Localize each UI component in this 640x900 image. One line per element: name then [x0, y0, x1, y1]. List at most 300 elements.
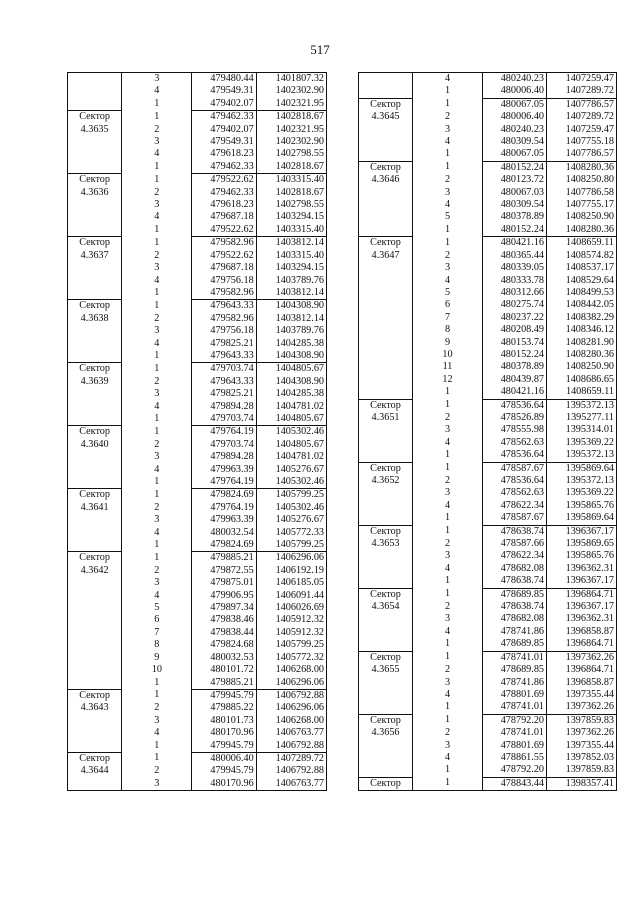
x-coordinate-cell: 479618.23	[192, 148, 256, 160]
sector-label-cell	[68, 401, 122, 413]
table-row	[68, 514, 327, 526]
y-coordinate-cell: 1408250.80	[547, 174, 617, 186]
table-row	[359, 651, 617, 664]
table-row	[359, 374, 617, 386]
x-coordinate-cell: 479906.95	[192, 590, 256, 602]
point-number-cell: 2	[154, 123, 160, 135]
table-row	[359, 399, 617, 412]
y-coordinate-cell: 1405302.46	[256, 476, 326, 489]
y-coordinate-cell: 1408281.90	[547, 337, 617, 349]
point-number-cell: 1	[154, 349, 160, 361]
sector-label-cell	[68, 85, 122, 97]
point-number-cell: 3	[154, 262, 160, 274]
x-coordinate-cell: 479963.39	[192, 514, 256, 526]
sector-label-cell: 4.3647	[359, 250, 413, 262]
x-coordinate-cell: 479885.21	[192, 677, 256, 690]
x-coordinate-cell: 479480.44	[192, 73, 256, 86]
table-row	[359, 73, 617, 86]
y-coordinate-cell: 1405772.33	[256, 527, 326, 539]
x-coordinate-cell: 478792.20	[483, 764, 547, 777]
y-coordinate-cell: 1395372.13	[547, 399, 617, 412]
y-coordinate-cell: 1395369.22	[547, 437, 617, 449]
sector-label-cell	[359, 487, 413, 499]
point-number-cell: 4	[444, 499, 451, 511]
sector-label-cell: Сектор	[359, 777, 413, 790]
x-coordinate-cell: 479756.18	[192, 325, 256, 337]
x-coordinate-cell: 480237.22	[483, 312, 547, 324]
sector-label-cell	[359, 312, 413, 324]
sector-label-cell: 4.3643	[68, 702, 122, 714]
y-coordinate-cell: 1408280.36	[547, 224, 617, 237]
point-number-cell: 4	[444, 562, 451, 574]
point-number-cell: 4	[444, 688, 451, 700]
x-coordinate-cell: 480067.05	[483, 98, 547, 111]
sector-label-cell: 4.3645	[359, 111, 413, 123]
sector-label-cell: Сектор	[359, 399, 413, 412]
x-coordinate-cell: 478638.74	[483, 601, 547, 613]
y-coordinate-cell: 1403294.15	[256, 211, 326, 223]
point-number-cell: 2	[444, 601, 451, 613]
x-coordinate-cell: 479824.69	[192, 539, 256, 552]
point-number-cell: 9	[444, 336, 451, 348]
sector-label-cell	[359, 449, 413, 462]
x-coordinate-cell: 478792.20	[483, 714, 547, 727]
sector-label-cell	[359, 337, 413, 349]
x-coordinate-cell: 479764.19	[192, 502, 256, 514]
point-number-cell: 7	[154, 626, 160, 638]
sector-label-cell	[359, 386, 413, 399]
y-coordinate-cell: 1396367.17	[547, 525, 617, 538]
table-row	[359, 98, 617, 111]
table-row	[359, 250, 617, 262]
x-coordinate-cell: 479945.79	[192, 689, 256, 702]
point-number-cell: 2	[444, 727, 451, 739]
point-number-cell: 3	[154, 714, 160, 726]
sector-label-cell	[359, 563, 413, 575]
point-number-cell: 4	[444, 199, 451, 211]
table-row	[68, 313, 327, 325]
point-number-cell: 4	[154, 463, 160, 475]
sector-label-cell	[68, 262, 122, 274]
y-coordinate-cell: 1404308.90	[256, 300, 326, 313]
table-row	[359, 237, 617, 250]
y-coordinate-cell: 1403315.40	[256, 224, 326, 237]
table-row	[359, 412, 617, 424]
sector-label-cell	[359, 500, 413, 512]
y-coordinate-cell: 1404805.67	[256, 413, 326, 426]
table-row	[68, 577, 327, 589]
y-coordinate-cell: 1405912.32	[256, 614, 326, 626]
sector-label-cell: 4.3635	[68, 124, 122, 136]
sector-label-cell	[359, 701, 413, 714]
sector-label-cell: Сектор	[68, 363, 122, 376]
x-coordinate-cell: 480123.72	[483, 174, 547, 186]
x-coordinate-cell: 480152.24	[483, 224, 547, 237]
point-number-cell: 3	[444, 487, 451, 499]
sector-label-cell: 4.3655	[359, 664, 413, 676]
x-coordinate-cell: 479582.96	[192, 313, 256, 325]
y-coordinate-cell: 1402818.67	[256, 111, 326, 124]
x-coordinate-cell: 479764.19	[192, 426, 256, 439]
y-coordinate-cell: 1407786.57	[547, 148, 617, 161]
sector-label-cell	[68, 224, 122, 237]
table-row	[359, 752, 617, 764]
sector-label-cell	[68, 614, 122, 626]
sector-label-cell	[359, 324, 413, 336]
table-row	[68, 602, 327, 614]
point-number-cell: 2	[444, 664, 451, 676]
table-row	[68, 677, 327, 690]
point-number-cell: 3	[444, 676, 451, 688]
x-coordinate-cell: 478741.01	[483, 727, 547, 739]
point-number-cell: 1	[444, 575, 451, 587]
sector-label-cell	[359, 512, 413, 525]
sector-label-cell	[359, 677, 413, 689]
sector-label-cell	[359, 764, 413, 777]
point-number-cell: 1	[444, 236, 451, 248]
y-coordinate-cell: 1404285.38	[256, 388, 326, 400]
sector-label-cell	[359, 374, 413, 386]
sector-label-cell	[68, 527, 122, 539]
point-number-cell: 2	[154, 186, 160, 198]
point-number-cell: 1	[154, 223, 160, 235]
x-coordinate-cell: 478555.98	[483, 424, 547, 436]
point-number-cell: 1	[154, 110, 160, 122]
table-row	[359, 740, 617, 752]
sector-label-cell	[359, 299, 413, 311]
y-coordinate-cell: 1405912.32	[256, 627, 326, 639]
table-row	[68, 275, 327, 287]
point-number-cell: 4	[444, 136, 451, 148]
table-row	[68, 426, 327, 439]
x-coordinate-cell: 479522.62	[192, 174, 256, 187]
x-coordinate-cell: 479549.31	[192, 136, 256, 148]
y-coordinate-cell: 1395865.76	[547, 500, 617, 512]
sector-label-cell	[359, 136, 413, 148]
point-number-cell: 1	[154, 539, 160, 551]
y-coordinate-cell: 1397852.03	[547, 752, 617, 764]
sector-label-cell: Сектор	[68, 300, 122, 313]
sector-label-cell: Сектор	[68, 111, 122, 124]
table-row	[359, 262, 617, 274]
sector-label-cell	[68, 148, 122, 160]
x-coordinate-cell: 479872.55	[192, 565, 256, 577]
point-number-cell: 3	[154, 325, 160, 337]
table-row	[68, 552, 327, 565]
y-coordinate-cell: 1405302.46	[256, 502, 326, 514]
table-row	[68, 439, 327, 451]
x-coordinate-cell: 478638.74	[483, 525, 547, 538]
y-coordinate-cell: 1398357.41	[547, 777, 617, 790]
point-number-cell: 2	[154, 312, 160, 324]
sector-label-cell: 4.3640	[68, 439, 122, 451]
table-row	[359, 475, 617, 487]
table-row	[68, 224, 327, 237]
sector-label-cell	[359, 187, 413, 199]
point-number-cell: 3	[154, 136, 160, 148]
sector-label-cell: 4.3644	[68, 765, 122, 777]
y-coordinate-cell: 1407755.18	[547, 136, 617, 148]
sector-label-cell	[359, 613, 413, 625]
x-coordinate-cell: 479885.21	[192, 552, 256, 565]
x-coordinate-cell: 479885.22	[192, 702, 256, 714]
sector-label-cell: Сектор	[359, 161, 413, 174]
table-row	[359, 386, 617, 399]
point-number-cell: 10	[442, 348, 453, 360]
table-row	[68, 590, 327, 602]
x-coordinate-cell: 478682.08	[483, 563, 547, 575]
x-coordinate-cell: 479549.31	[192, 85, 256, 97]
x-coordinate-cell: 479462.33	[192, 187, 256, 199]
x-coordinate-cell: 480439.87	[483, 374, 547, 386]
point-number-cell: 1	[444, 588, 451, 600]
table-row	[359, 601, 617, 613]
sector-label-cell: Сектор	[359, 462, 413, 475]
y-coordinate-cell: 1397859.83	[547, 714, 617, 727]
coordinates-table-left	[67, 72, 327, 791]
sector-label-cell	[359, 275, 413, 287]
table-row	[359, 136, 617, 148]
y-coordinate-cell: 1402798.55	[256, 199, 326, 211]
point-number-cell: 8	[154, 639, 160, 651]
x-coordinate-cell: 478843.44	[483, 777, 547, 790]
table-row	[68, 639, 327, 651]
sector-label-cell	[68, 464, 122, 476]
y-coordinate-cell: 1402321.95	[256, 98, 326, 111]
table-row	[359, 525, 617, 538]
point-number-cell: 4	[154, 727, 160, 739]
y-coordinate-cell: 1396858.87	[547, 626, 617, 638]
coordinates-table-left-body	[68, 73, 327, 791]
y-coordinate-cell: 1406792.88	[256, 765, 326, 777]
sector-label-cell	[68, 590, 122, 602]
table-row	[68, 502, 327, 514]
point-number-cell: 2	[154, 702, 160, 714]
x-coordinate-cell: 479963.39	[192, 464, 256, 476]
x-coordinate-cell: 479643.33	[192, 300, 256, 313]
x-coordinate-cell: 480006.40	[192, 752, 256, 765]
point-number-cell: 9	[154, 651, 160, 663]
x-coordinate-cell: 480421.16	[483, 237, 547, 250]
table-row	[68, 350, 327, 363]
table-row	[359, 462, 617, 475]
table-row	[68, 476, 327, 489]
sector-label-cell: Сектор	[68, 489, 122, 502]
x-coordinate-cell: 480101.72	[192, 664, 256, 676]
point-number-cell: 4	[413, 73, 483, 86]
table-row	[359, 764, 617, 777]
table-row	[359, 211, 617, 223]
y-coordinate-cell: 1406792.88	[256, 689, 326, 702]
table-row	[68, 565, 327, 577]
point-number-cell: 1	[444, 98, 451, 110]
point-number-cell: 12	[442, 373, 453, 385]
point-number-cell: 2	[444, 411, 451, 423]
table-row	[359, 512, 617, 525]
y-coordinate-cell: 1397859.83	[547, 764, 617, 777]
table-row	[68, 73, 327, 86]
y-coordinate-cell: 1404285.38	[256, 338, 326, 350]
table-row	[68, 778, 327, 791]
x-coordinate-cell: 478536.64	[483, 475, 547, 487]
x-coordinate-cell: 478689.85	[483, 588, 547, 601]
sector-label-cell	[68, 627, 122, 639]
table-row	[68, 376, 327, 388]
y-coordinate-cell: 1397355.44	[547, 740, 617, 752]
point-number-cell: 2	[154, 249, 160, 261]
sector-label-cell	[68, 715, 122, 727]
y-coordinate-cell: 1406185.05	[256, 577, 326, 589]
table-row	[68, 451, 327, 463]
y-coordinate-cell: 1402818.67	[256, 161, 326, 174]
table-row	[359, 689, 617, 701]
sector-label-cell	[68, 413, 122, 426]
sector-label-cell	[359, 689, 413, 701]
y-coordinate-cell: 1408659.11	[547, 237, 617, 250]
y-coordinate-cell: 1406268.00	[256, 664, 326, 676]
table-row	[359, 349, 617, 361]
table-row	[68, 111, 327, 124]
point-number-cell: 1	[444, 638, 451, 650]
sector-label-cell: Сектор	[68, 689, 122, 702]
point-number-cell: 1	[154, 676, 160, 688]
point-number-cell: 5	[444, 286, 451, 298]
y-coordinate-cell: 1408346.12	[547, 324, 617, 336]
x-coordinate-cell: 478622.34	[483, 550, 547, 562]
sector-label-cell: Сектор	[359, 237, 413, 250]
x-coordinate-cell: 479875.01	[192, 577, 256, 589]
table-row	[68, 161, 327, 174]
sector-label-cell	[68, 451, 122, 463]
y-coordinate-cell: 1396864.71	[547, 638, 617, 651]
sector-label-cell	[68, 652, 122, 664]
sector-label-cell	[359, 124, 413, 136]
sector-label-cell	[68, 211, 122, 223]
x-coordinate-cell: 480170.96	[192, 727, 256, 739]
sector-label-cell	[359, 550, 413, 562]
table-row	[68, 464, 327, 476]
point-number-cell: 3	[444, 424, 451, 436]
sector-label-cell: Сектор	[68, 237, 122, 250]
x-coordinate-cell: 479756.18	[192, 275, 256, 287]
sector-label-cell	[68, 602, 122, 614]
table-row	[359, 500, 617, 512]
point-number-cell: 4	[444, 436, 451, 448]
y-coordinate-cell: 1397362.26	[547, 701, 617, 714]
point-number-cell: 1	[444, 399, 451, 411]
x-coordinate-cell: 479522.62	[192, 224, 256, 237]
y-coordinate-cell: 1397362.26	[547, 651, 617, 664]
sector-label-cell	[68, 577, 122, 589]
y-coordinate-cell: 1406296.06	[256, 552, 326, 565]
coordinates-table-right-body	[359, 73, 617, 791]
table-row	[68, 287, 327, 300]
y-coordinate-cell: 1403789.76	[256, 325, 326, 337]
x-coordinate-cell: 478689.85	[483, 638, 547, 651]
point-number-cell: 3	[444, 123, 451, 135]
y-coordinate-cell: 1395372.13	[547, 449, 617, 462]
table-row	[68, 250, 327, 262]
point-number-cell: 1	[444, 161, 451, 173]
x-coordinate-cell: 478587.67	[483, 462, 547, 475]
table-row	[68, 652, 327, 664]
sector-label-cell: Сектор	[68, 426, 122, 439]
point-number-cell: 3	[444, 262, 451, 274]
point-number-cell: 4	[154, 337, 160, 349]
sector-label-cell	[68, 136, 122, 148]
x-coordinate-cell: 479703.74	[192, 439, 256, 451]
y-coordinate-cell: 1406296.06	[256, 702, 326, 714]
sector-label-cell: Сектор	[359, 525, 413, 538]
y-coordinate-cell: 1395869.64	[547, 512, 617, 525]
sector-label-cell	[359, 73, 413, 86]
point-number-cell: 1	[444, 148, 451, 160]
x-coordinate-cell: 478689.85	[483, 664, 547, 676]
point-number-cell: 1	[444, 85, 451, 97]
x-coordinate-cell: 480032.53	[192, 652, 256, 664]
sector-label-cell	[359, 361, 413, 373]
table-row	[359, 550, 617, 562]
table-row	[359, 324, 617, 336]
y-coordinate-cell: 1405799.25	[256, 539, 326, 552]
point-number-cell: 3	[444, 550, 451, 562]
y-coordinate-cell: 1408280.36	[547, 161, 617, 174]
table-row	[68, 689, 327, 702]
table-row	[68, 85, 327, 97]
y-coordinate-cell: 1404781.02	[256, 451, 326, 463]
table-row	[68, 614, 327, 626]
y-coordinate-cell: 1403812.14	[256, 237, 326, 250]
point-number-cell: 3	[154, 199, 160, 211]
y-coordinate-cell: 1407786.57	[547, 98, 617, 111]
table-row	[359, 487, 617, 499]
point-number-cell: 2	[444, 475, 451, 486]
table-row	[68, 765, 327, 777]
sector-label-cell	[68, 161, 122, 174]
x-coordinate-cell: 479618.23	[192, 199, 256, 211]
point-number-cell: 6	[444, 299, 451, 311]
y-coordinate-cell: 1406792.88	[256, 740, 326, 753]
x-coordinate-cell: 478741.86	[483, 626, 547, 638]
x-coordinate-cell: 479824.69	[192, 489, 256, 502]
y-coordinate-cell: 1404805.67	[256, 363, 326, 376]
point-number-cell: 1	[444, 764, 451, 776]
point-number-cell: 6	[154, 614, 160, 626]
sector-label-cell	[68, 514, 122, 526]
point-number-cell: 1	[154, 160, 160, 172]
point-number-cell: 4	[154, 589, 160, 601]
x-coordinate-cell: 478536.64	[483, 399, 547, 412]
sector-label-cell	[68, 287, 122, 300]
y-coordinate-cell: 1406763.77	[256, 778, 326, 791]
table-row	[68, 262, 327, 274]
table-row	[68, 300, 327, 313]
sector-label-cell	[359, 262, 413, 274]
table-row	[359, 199, 617, 211]
sector-label-cell	[68, 639, 122, 651]
point-number-cell: 11	[442, 361, 453, 373]
point-number-cell: 1	[154, 362, 160, 374]
x-coordinate-cell: 479703.74	[192, 413, 256, 426]
point-number-cell: 1	[154, 488, 160, 500]
y-coordinate-cell: 1395277.11	[547, 412, 617, 424]
point-number-cell: 1	[444, 386, 451, 398]
x-coordinate-cell: 479838.46	[192, 614, 256, 626]
y-coordinate-cell: 1402321.95	[256, 124, 326, 136]
table-row	[359, 337, 617, 349]
x-coordinate-cell: 479894.28	[192, 451, 256, 463]
x-coordinate-cell: 480170.96	[192, 778, 256, 791]
